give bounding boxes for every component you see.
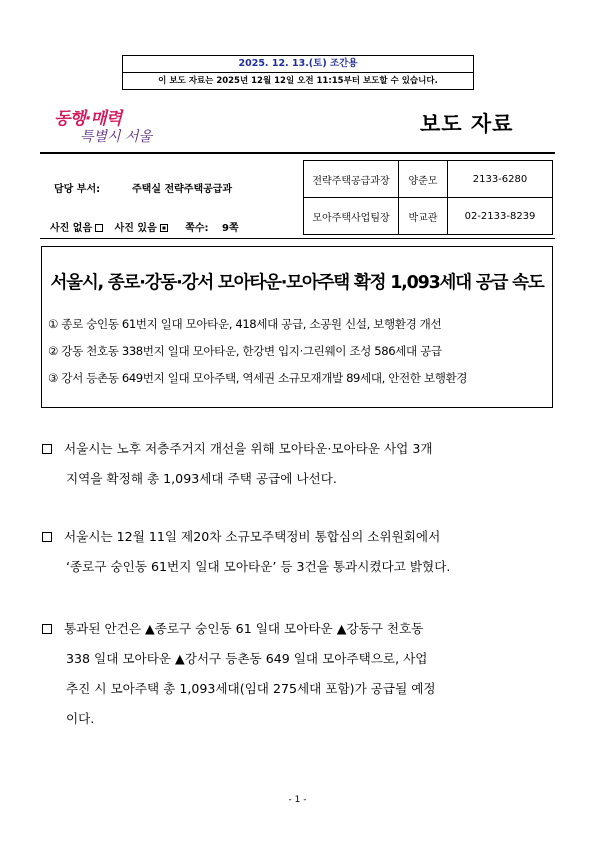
- paragraph-line: ‘종로구 숭인동 61번지 일대 모아타운’ 등 3건을 통과시켰다고 밝혔다.: [66, 559, 451, 574]
- body-paragraph: [42, 614, 557, 734]
- embargo-box: [122, 55, 474, 90]
- pages-label: 쪽수:: [185, 223, 209, 234]
- photo-none-label: 사진 없음: [50, 223, 93, 234]
- dept-label: 담당 부서:: [54, 184, 101, 195]
- contact-table: [303, 160, 553, 235]
- logo-line2: 특별시 서울: [80, 129, 153, 145]
- photo-none-checkbox: [95, 224, 103, 232]
- contact-title: 전략주택공급과장: [304, 161, 399, 198]
- contact-title: 모아주택사업팀장: [304, 198, 399, 235]
- seoul-logo: [54, 104, 164, 150]
- press-release-title: 보도 자료: [420, 112, 514, 136]
- highlight-item: ① 종로 숭인동 61번지 일대 모아타운, 418세대 공급, 소공원 신설, 보행환경 개선: [48, 317, 442, 331]
- paragraph-line: 서울시는 12월 11일 제20차 소규모주택정비 통합심의 소위원회에서: [64, 529, 441, 544]
- dept-value: 주택실 전략주택공급과: [132, 184, 233, 195]
- square-bullet-icon: [42, 444, 52, 454]
- logo-line1: 동행·매력: [54, 109, 122, 129]
- photo-yes-checkbox: [160, 224, 168, 232]
- highlight-item: ③ 강서 등촌동 649번지 일대 모아주택, 역세권 소규모재개발 89세대, 안전한 보행환경: [48, 371, 468, 385]
- contact-name: 박교관: [399, 198, 448, 235]
- square-bullet-icon: [42, 624, 52, 634]
- paragraph-line: 통과된 안건은 ▲종로구 숭인동 61 일대 모아타운 ▲강동구 천호동: [64, 621, 424, 636]
- body-paragraph: [42, 434, 557, 494]
- photo-options: [50, 219, 239, 234]
- contact-row: [304, 198, 553, 235]
- contact-phone: 2133-6280: [448, 161, 553, 198]
- paragraph-line: 추진 시 모아주택 총 1,093세대(임대 275세대 포함)가 공급될 예정: [66, 681, 436, 696]
- embargo-date: 2025. 12. 13.(토) 조간용: [123, 56, 473, 73]
- contact-row: [304, 161, 553, 198]
- embargo-note: 이 보도 자료는 2025년 12월 12일 오전 11:15부터 보도할 수 있습니다.: [158, 76, 438, 86]
- header-divider: [40, 152, 555, 154]
- paragraph-line: 이다.: [66, 711, 95, 726]
- contact-phone: 02-2133-8239: [448, 198, 553, 235]
- headline-box: [41, 246, 553, 408]
- body-paragraph: [42, 522, 557, 582]
- paragraph-line: 서울시는 노후 저층주거지 개선을 위해 모아타운·모아타운 사업 3개: [64, 441, 433, 456]
- highlight-item: ② 강동 천호동 338번지 일대 모아타운, 한강변 입지·그린웨이 조성 586세대 공급: [48, 344, 442, 358]
- headline: 서울시, 종로·강동·강서 모아타운·모아주택 확정 1,093세대 공급 속도: [50, 273, 544, 293]
- contact-name: 양준모: [399, 161, 448, 198]
- pages-value: 9쪽: [222, 223, 239, 234]
- paragraph-line: 지역을 확정해 총 1,093세대 주택 공급에 나선다.: [66, 471, 337, 486]
- paragraph-line: 338 일대 모아타운 ▲강서구 등촌동 649 일대 모아주택으로, 사업: [66, 651, 428, 666]
- photo-yes-label: 사진 있음: [114, 223, 157, 234]
- info-divider: [40, 238, 555, 239]
- page-number: - 1 -: [288, 795, 307, 805]
- square-bullet-icon: [42, 532, 52, 542]
